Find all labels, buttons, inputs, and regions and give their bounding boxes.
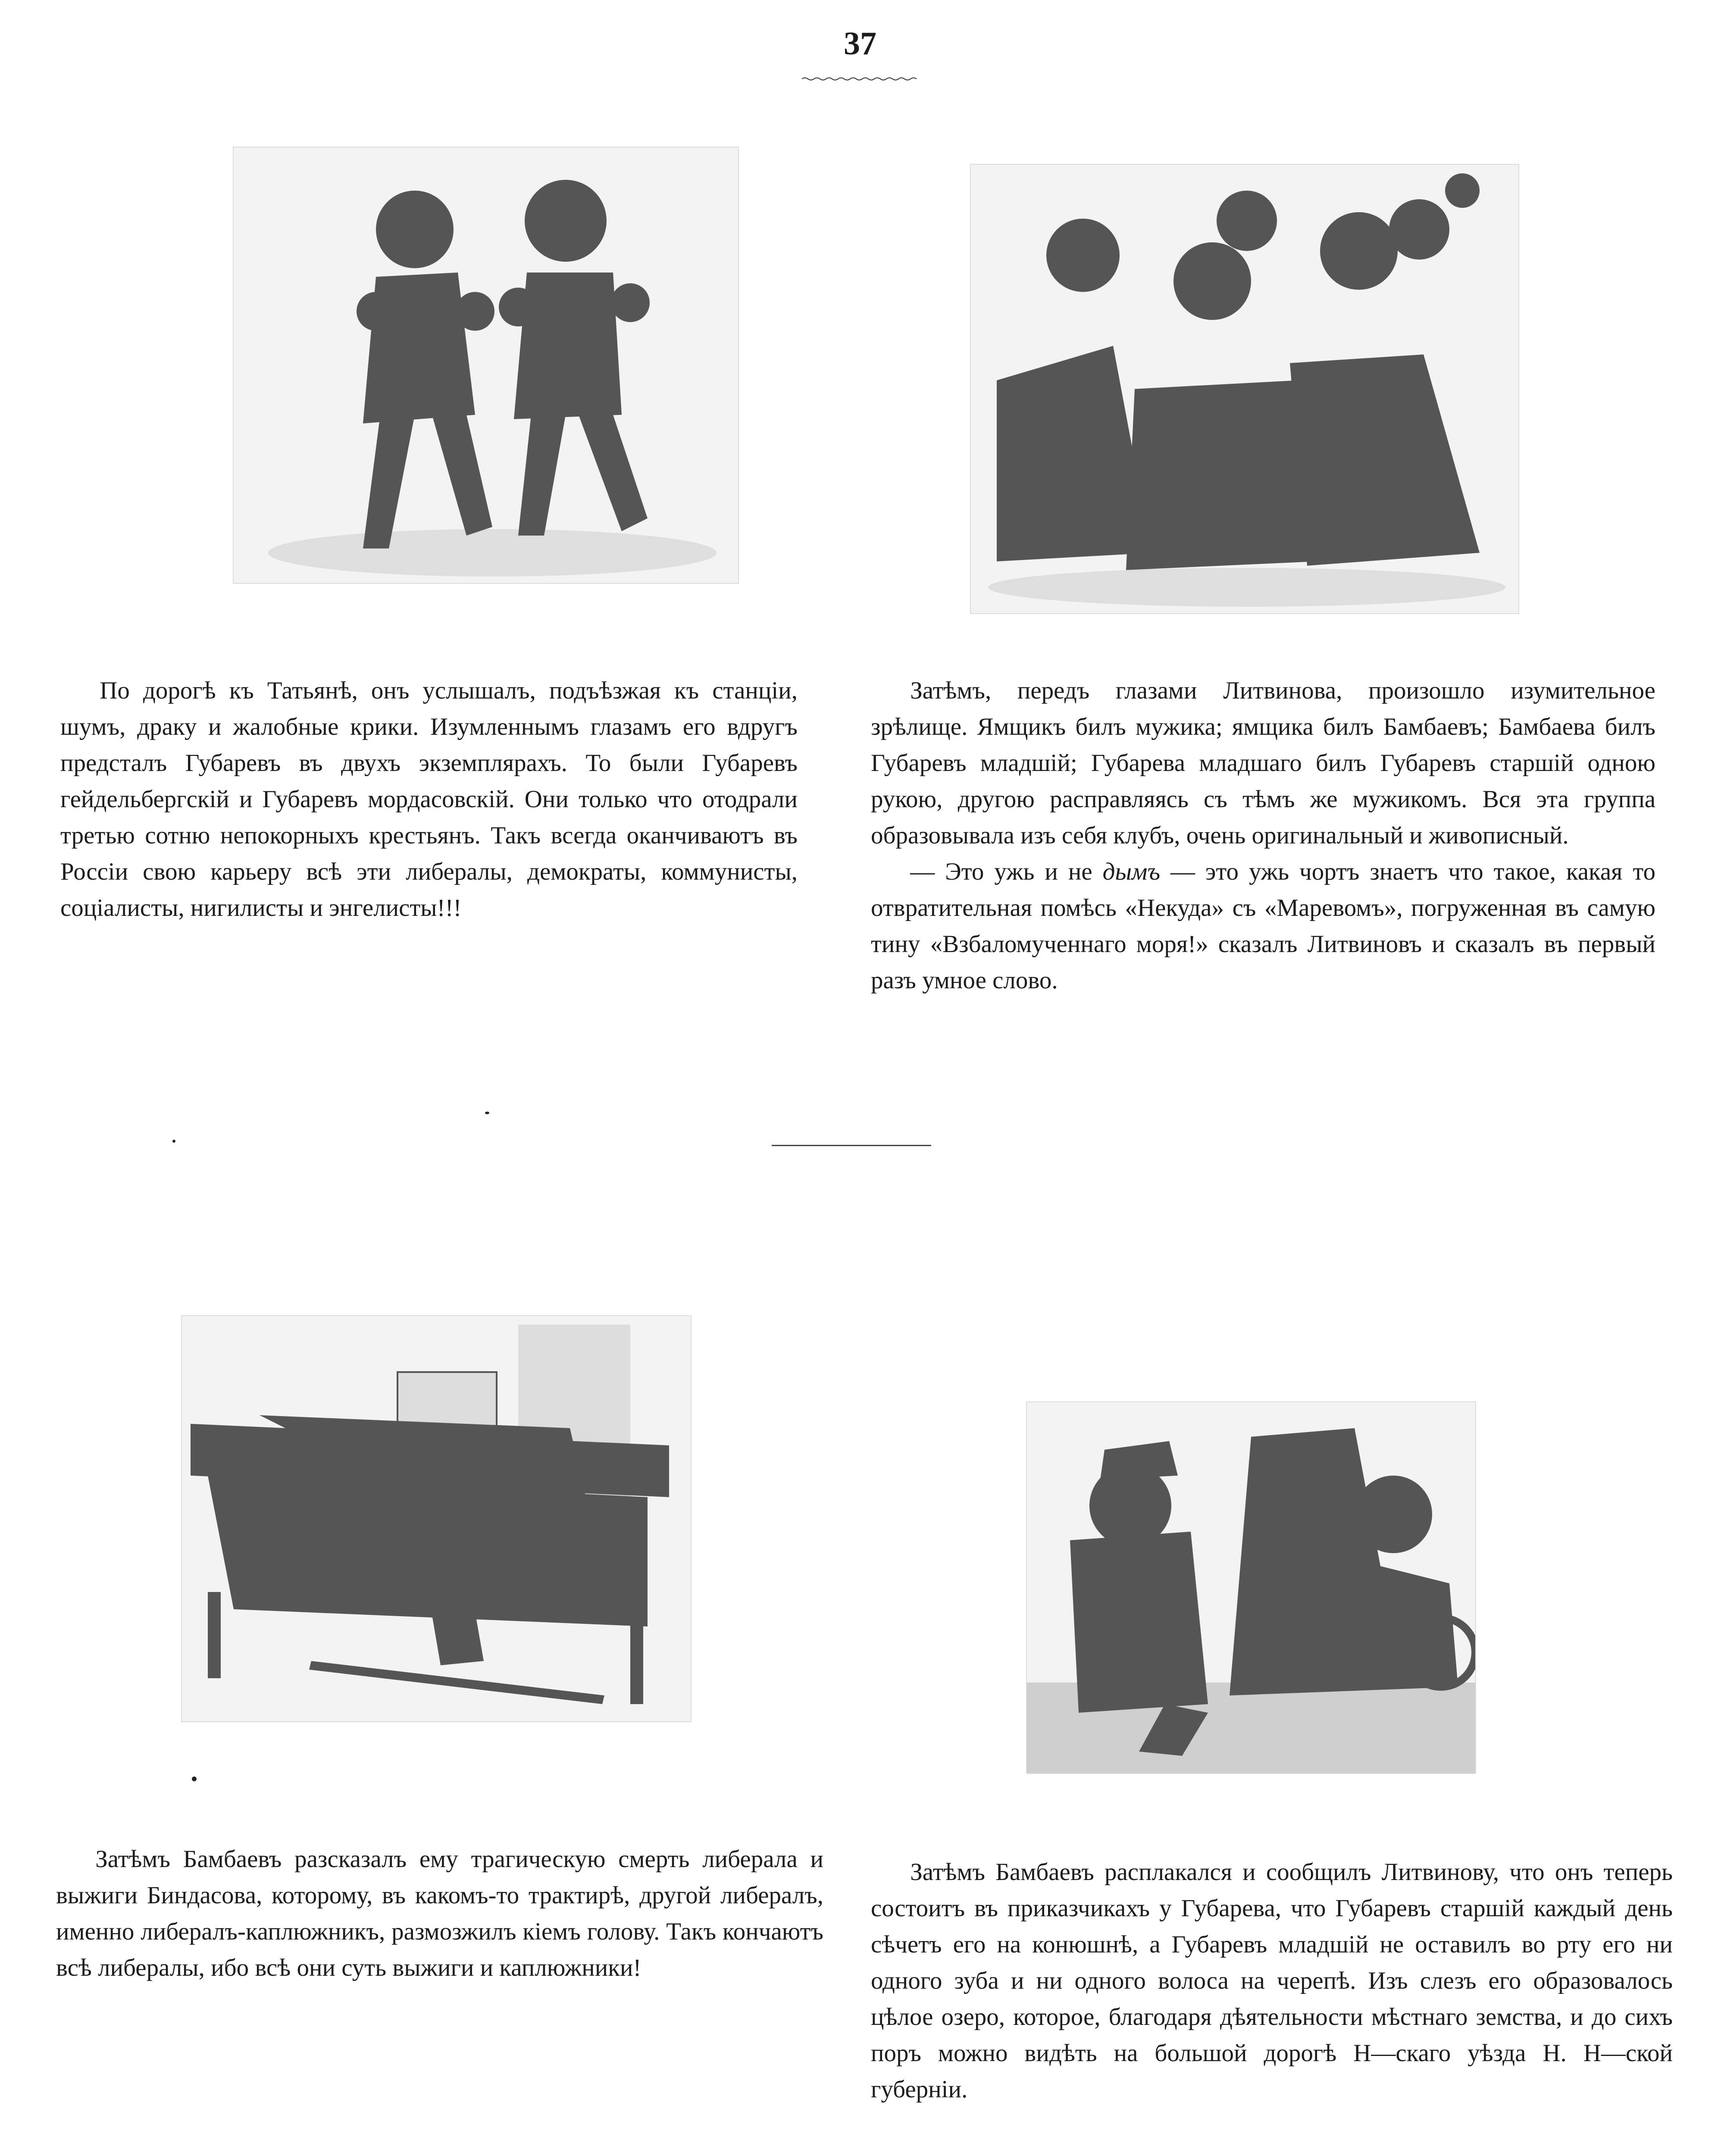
text-block-top-left bbox=[60, 673, 798, 926]
paragraph-dialogue bbox=[871, 854, 1655, 999]
print-speck bbox=[485, 1112, 489, 1114]
dancing-men-drawing bbox=[234, 147, 738, 583]
dialogue-start: — Это ужь и не bbox=[910, 858, 1103, 885]
page-number-rule bbox=[802, 77, 918, 81]
dialogue-end: — это ужь чортъ знаетъ что такое, какая то отвратительная помѣсь «Некуда» съ «Маревомъ», погруженная въ самую тину «Взбаломученнаго моря!» сказалъ Литвиновъ и сказалъ въ первый разъ умное слово. bbox=[871, 858, 1655, 994]
illustration-bottom-left bbox=[181, 1315, 692, 1722]
weeping-man-drawing bbox=[1027, 1402, 1475, 1773]
paragraph: Затѣмъ Бамбаевъ разсказалъ ему трагическую смерть либерала и выжиги Биндасова, которому, въ какомъ-то трактирѣ, другой либералъ, именно либералъ-каплюжникъ, размозжилъ кіемъ голову. Такъ кончаютъ всѣ либералы, ибо всѣ они суть выжиги и каплюжники! bbox=[56, 1846, 823, 1981]
paragraph: Затѣмъ, передъ глазами Литвинова, произошло изумительное зрѣлище. Ямщикъ билъ мужика; ямщика билъ Бамбаевъ; Бамбаева билъ Губаревъ младшій; Губарева младшаго билъ Губаревъ старшій одною рукою, другою расправляясь съ тѣмъ же мужикомъ. Вся эта группа образовывала изъ себя клубъ, очень оригинальный и живописный. bbox=[871, 677, 1655, 849]
section-divider bbox=[772, 1145, 931, 1146]
text-block-bottom-right bbox=[871, 1854, 1673, 2108]
italic-word: дымъ bbox=[1102, 858, 1161, 885]
text-block-bottom-left bbox=[56, 1841, 823, 1986]
text-block-top-right bbox=[871, 673, 1655, 999]
illustration-top-left bbox=[233, 147, 739, 584]
print-speck bbox=[192, 1777, 197, 1781]
billiard-table-drawing bbox=[182, 1316, 691, 1721]
print-speck bbox=[172, 1140, 175, 1143]
brawl-group-drawing bbox=[971, 165, 1518, 613]
illustration-top-right bbox=[970, 164, 1519, 614]
paragraph: По дорогѣ къ Татьянѣ, онъ услышалъ, подъѣзжая къ станціи, шумъ, драку и жалобные крики. Изумленнымъ глазамъ его вдругъ предсталъ Губаревъ въ двухъ экземплярахъ. То были Губаревъ гейдельбергскій и Губаревъ мордасовскій. Они только что отодрали третью сотню непокорныхъ крестьянъ. Такъ всегда оканчиваютъ въ Россіи свою карьеру всѣ эти либералы, демократы, коммунисты, соціалисты, нигилисты и энгелисты!!! bbox=[60, 677, 798, 921]
paragraph: Затѣмъ Бамбаевъ расплакался и сообщилъ Литвинову, что онъ теперь состоитъ въ приказчикахъ у Губарева, что Губаревъ старшій каждый день сѣчетъ его на конюшнѣ, а Губаревъ младшій не оставилъ во рту его ни одного зуба и ни одного волоса на черепѣ. Изъ слезъ его образовалось цѣлое озеро, которое, благодаря дѣятельности мѣстнаго земства, и до сихъ поръ можно видѣть на большой дорогѣ Н—скаго уѣзда Н. Н—ской губерніи. bbox=[871, 1858, 1673, 2103]
illustration-bottom-right bbox=[1026, 1401, 1476, 1774]
page-number: 37 bbox=[844, 25, 876, 62]
